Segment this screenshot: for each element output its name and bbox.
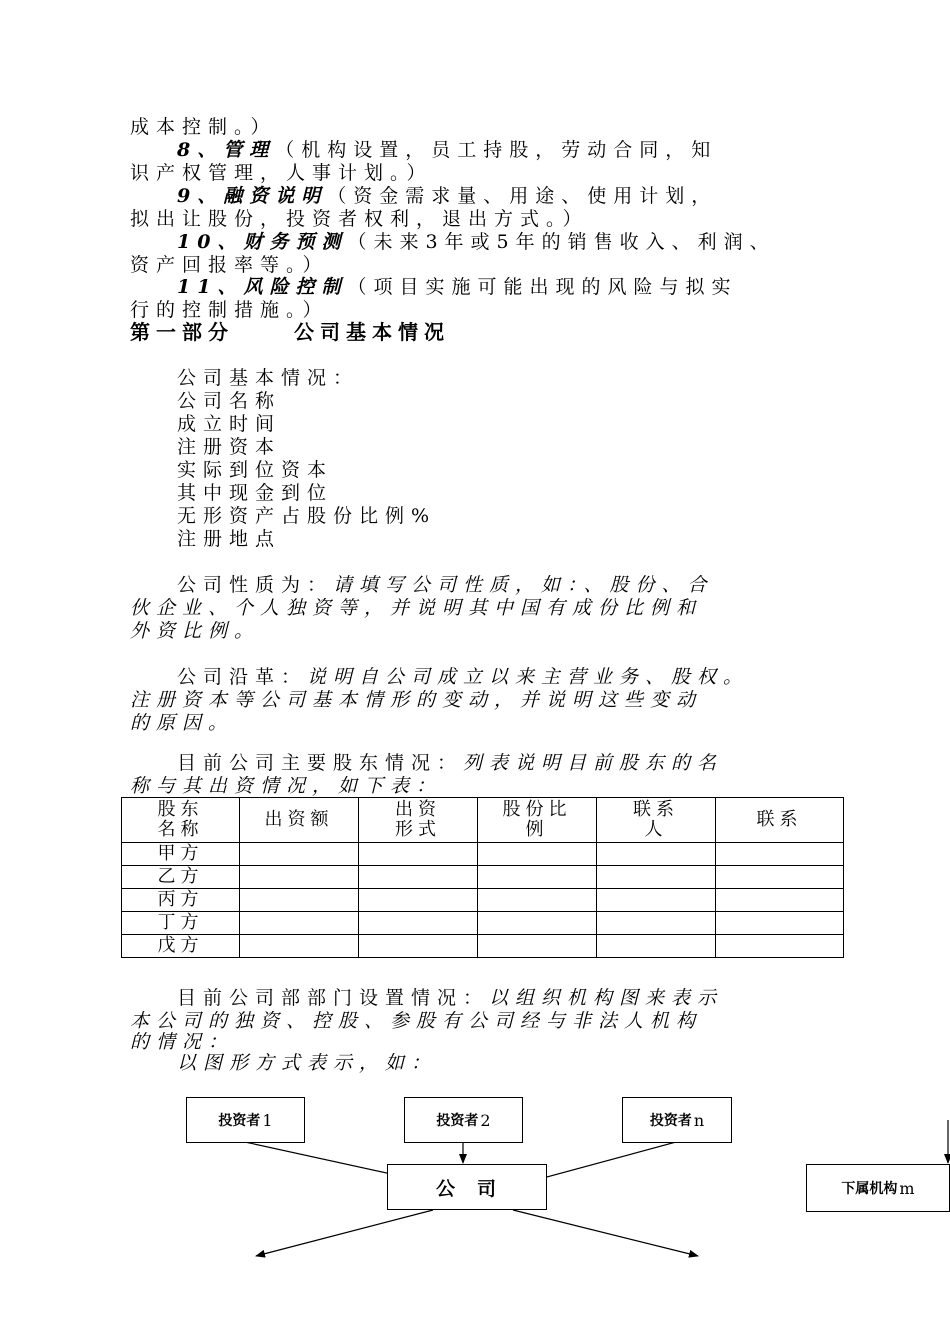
investor-2-label: 投资者 <box>436 1113 479 1129</box>
subsidiary-label: 下属机构 <box>841 1181 898 1197</box>
shareholders-text: 列表说明目前股东的名 <box>463 752 724 774</box>
field-company-name: 公司名称 <box>177 390 282 412</box>
departments-text: 以组织机构图来表示 <box>489 987 724 1009</box>
row-name: 戊方 <box>122 935 240 958</box>
subsidiary-box <box>806 1164 950 1212</box>
item-10-number: 10、 <box>177 231 244 253</box>
field-registered-capital: 注册资本 <box>177 436 282 458</box>
item-9-desc: （资金需求量、用途、使用计划， <box>327 185 718 207</box>
subsidiary-suffix: m <box>899 1178 915 1198</box>
shareholders-label: 目前公司主要股东情况： <box>177 752 464 774</box>
item-10-desc: （未来3年或5年的销售收入、利润、 <box>347 231 776 253</box>
departments-line-4: 以图形方式表示，如： <box>177 1052 438 1074</box>
item-11-title: 风险控制 <box>243 276 348 298</box>
field-founded-date: 成立时间 <box>177 413 282 435</box>
item-9-number: 9、 <box>177 185 224 207</box>
field-intangible-ratio: 无形资产占股份比例% <box>177 505 437 527</box>
nature-line-3: 外资比例。 <box>130 620 261 642</box>
investor-n-label: 投资者 <box>649 1113 692 1129</box>
row-name: 丙方 <box>122 889 240 912</box>
header-contact: 联系 <box>716 798 844 843</box>
header-share-ratio: 股份比 例 <box>478 798 597 843</box>
history-line-3: 的原因。 <box>130 712 235 734</box>
item-9-title: 融资说明 <box>223 185 328 207</box>
field-paid-in-capital: 实际到位资本 <box>177 459 334 481</box>
history-label: 公司沿革： <box>177 666 308 688</box>
item-11-number: 11、 <box>177 276 244 298</box>
header-contribution-amount: 出资额 <box>240 798 359 843</box>
row-name: 丁方 <box>122 912 240 935</box>
investor-n-suffix: n <box>693 1110 705 1130</box>
item-10-line-2: 资产回报率等。） <box>130 254 329 276</box>
item-11-desc: （项目实施可能出现的风险与拟实 <box>347 276 738 298</box>
item-8-line-2: 识产权管理，人事计划。） <box>130 162 433 184</box>
row-name: 乙方 <box>122 866 240 889</box>
item-8-desc: （机构设置，员工持股，劳动合同，知 <box>275 139 718 161</box>
investor-1-box <box>186 1097 305 1143</box>
investor-2-suffix: 2 <box>480 1110 491 1130</box>
row-name: 甲方 <box>122 843 240 866</box>
part-1-label: 第一部分 <box>130 320 234 344</box>
field-registered-address: 注册地点 <box>177 528 282 550</box>
nature-text: 请填写公司性质，如：、股份、合 <box>333 574 714 596</box>
intro-line-0: 成本控制。） <box>130 116 277 138</box>
header-shareholder-name: 股东 名称 <box>122 798 240 843</box>
item-9-line-2: 拟出让股份，投资者权利，退出方式。） <box>130 208 589 230</box>
header-contact-person: 联系 人 <box>597 798 716 843</box>
arrow-company-to-right-unit <box>513 1210 698 1256</box>
investor-2-box <box>404 1097 523 1143</box>
company-box: 公司 <box>387 1164 547 1210</box>
departments-label: 目前公司部部门设置情况： <box>177 987 490 1009</box>
item-8-title: 管理 <box>223 139 276 161</box>
part-1-title: 公司基本情况 <box>294 320 450 344</box>
item-11-line-2: 行的控制措施。） <box>130 299 329 321</box>
shareholders-line-2: 称与其出资情况，如下表： <box>130 775 443 797</box>
investor-1-label: 投资者 <box>218 1113 261 1129</box>
departments-line-3: 的情况： <box>130 1031 235 1053</box>
nature-label: 公司性质为： <box>177 574 334 596</box>
nature-line-2: 伙企业、个人独资等，并说明其中国有成份比例和 <box>130 597 703 619</box>
departments-line-2: 本公司的独资、控股、参股有公司经与非法人机构 <box>130 1010 703 1032</box>
item-8-number: 8、 <box>177 139 224 161</box>
history-text: 说明自公司成立以来主营业务、股权。 <box>307 666 750 688</box>
item-10-title: 财务预测 <box>243 231 348 253</box>
basic-info-header: 公司基本情况： <box>177 367 360 389</box>
header-contribution-form: 出资 形式 <box>359 798 478 843</box>
investor-1-suffix: 1 <box>262 1110 273 1130</box>
arrow-company-to-left-unit <box>256 1210 433 1256</box>
history-line-2: 注册资本等公司基本情形的变动，并说明这些变动 <box>130 689 703 711</box>
field-cash-paid-in: 其中现金到位 <box>177 482 334 504</box>
investor-n-box <box>622 1097 732 1143</box>
